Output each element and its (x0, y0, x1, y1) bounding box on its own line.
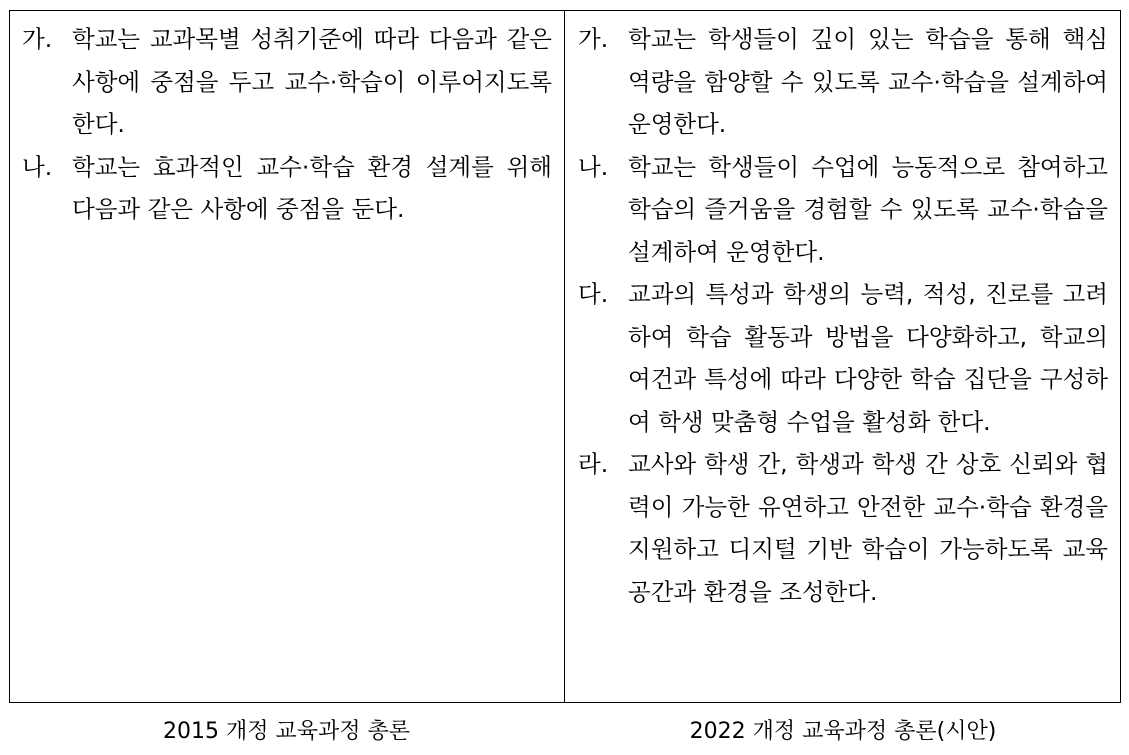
list-item (578, 18, 1108, 146)
item-text: 교과의 특성과 학생의 능력, 적성, 진로를 고려하여 학습 활동과 방법을 다양화하고, 학교의 여건과 특성에 따라 다양한 학습 집단을 구성하여 학생 맞춤형 수업을 활성화 한다. (628, 280, 1108, 436)
item-text: 학교는 학생들이 수업에 능동적으로 참여하고 학습의 즐거움을 경험할 수 있도록 교수·학습을 설계하여 운영한다. (628, 152, 1108, 266)
left-column-2015 (22, 18, 552, 231)
item-marker: 나. (22, 152, 53, 181)
item-text: 학교는 학생들이 깊이 있는 학습을 통해 핵심 역량을 함양할 수 있도록 교수·학습을 설계하여 운영한다. (628, 25, 1108, 138)
caption-2015: 2015 개정 교육과정 총론 (163, 719, 410, 744)
column-divider (564, 10, 565, 703)
item-marker: 가. (578, 25, 609, 53)
list-item (22, 18, 552, 146)
item-text: 학교는 교과목별 성취기준에 따라 다음과 같은 사항에 중점을 두고 교수·학습이 이루어지도록 한다. (72, 25, 552, 138)
caption-2022: 2022 개정 교육과정 총론(시안) (689, 719, 997, 744)
list-item (578, 146, 1108, 274)
item-marker: 가. (22, 25, 53, 53)
item-text: 학교는 효과적인 교수·학습 환경 설계를 위해 다음과 같은 사항에 중점을 둔다. (72, 152, 552, 223)
list-item (22, 146, 552, 231)
item-marker: 라. (578, 450, 609, 478)
item-marker: 나. (578, 152, 609, 181)
item-marker: 다. (578, 280, 609, 308)
right-column-2022 (578, 18, 1108, 613)
item-text: 교사와 학생 간, 학생과 학생 간 상호 신뢰와 협력이 가능한 유연하고 안전한 교수·학습 환경을 지원하고 디지털 기반 학습이 가능하도록 교육공간과 환경을 조성한다. (628, 450, 1108, 606)
list-item (578, 273, 1108, 443)
list-item (578, 443, 1108, 613)
